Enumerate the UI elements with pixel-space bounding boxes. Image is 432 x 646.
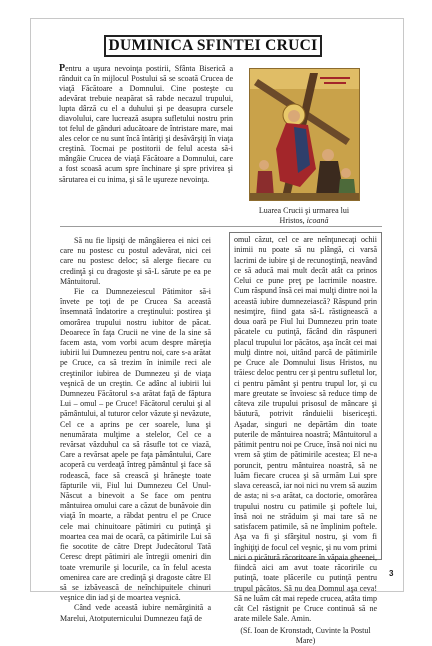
left-paragraph-1: Să nu fie lipsiţi de mângâierea ei nici cei care nu postesc cu postul adevărat, nici cei care nu postesc deloc; să alerge fiecare cu credinţă şi cu dragoste şi să-L sărute pe ea pe Mântuitorul. [60, 236, 211, 287]
caption-line2-plain: Hristos, [280, 216, 307, 225]
left-paragraph-3: Când vede această iubire nemărginită a Marelui, Atotputernicului Dumnezeu faţă de [60, 603, 211, 623]
intro-body: entru a uşura nevoinţa postirii, Sfânta Biserică a rânduit ca în mijlocul Postului să se scoată Crucea de viaţă Făcătoare a Domnului. Cine posteşte cu adevărat trebuie neapărat să rabde necazul trupului, lupta dârză cu el a duhului şi pe deasupra cursele diavolului, care lucrează asupra sufletului nostru prin tot felul de gânduri aducătoare de întristare mare, mai ales celor ce nu sunt încă întăriţi şi desăvârşiţi în viaţa creştină. Tocmai pe postitorii de felul acesta să-i mângâie Crucea de viaţă Făcătoare a Domnului, care a fost scoasă acum spre închinare şi spre privirea şi sărutarea ei cu inima, şi să le uşureze nevoinţa. [59, 64, 233, 184]
caption-line2-italic: icoană [307, 216, 329, 225]
intro-dropcap: P [59, 63, 65, 74]
right-column-text: omul căzut, cel ce are neînţunecaţi ochii inimii nu poate să nu plângă, ci varsă lacrimi de iubire şi de recunoştinţă, neavând ce să aducă mai mult decât atât ca prinos Celui ce pune preţ pe lacrimile noastre. Cum răspund însă cei mai mulţi dintre noi la această iubire dumnezeiască? Răspund prin nesimţire, fiind gata să-L răstignească a doua oară pe Fiul lui Dumnezeu prin toate păcatele cu putinţă, făcând din răspuneri placul trupului lor păcătos, aşa încât cei mai mulţi dintre noi, uitând parcă de pătimirile pe Cruce ale Domnului Iisus Hristos, nu trăiesc deloc pentru cer şi pentru sufletul lor, ci pentru pământ şi pentru trupul lor, şi cu mare greutate se învoiesc să reduce timp de câteva zile trupului prisosul de mâncare şi băutură, potrivit rânduielii bisericeşti. Aşadar, singuri ne depărtăm din toate puterile de mântuirea noastră; Mântuitorul a pătimit pentru noi pe Cruce, însă noi nici nu vrem să ştim de pătimirile acestea; El ne-a poruncit, pentru mântuirea noastră, să ne luăm fiecare crucea şi să urmăm Lui spre slava cerească, iar noi nici nu vrem să auzim de asta; ni s-a arătat, ca doctorie, omorârea trupului nostru cu patimile şi poftele lui, însă noi ne străduim şi mai tare să ne satisfacem patimile, să ne împlinim poftele. Aşa va fi şi sfârşitul nostru, şi vom fi înghiţiţi de focul cel veşnic, şi nu vom primi nici o picătură răcoritoare în văpaia gheenei, fiindcă aici am avut toate răcoririle cu putinţă, toate plăcerile cu putinţă pentru trupul păcătos. Să nu dea Domnul aşa ceva! Să ne luăm cât mai repede crucea, atâta timp cât Cel răstignit pe Cruce continuă să ne arate milele Sale. Amin. [234, 235, 377, 625]
section-divider [60, 226, 382, 227]
left-column [60, 236, 211, 624]
left-paragraph-2: Fie ca Dumnezeiescul Pătimitor să-i învete pe toţi de pe Crucea Sa această însemnată îndatorire a creştinului: postirea şi omorârea trupului nostru iubitor de păcat. Deoarece în faţa Crucii ne vine de la sine să facem asta, vom vorbi acum despre măreţia iubirii lui Dumnezeu pentru noi, care s-a arătat pe Cruce, ca să trezim în inimile reci ale creştinilor iubirea de Dumnezeu şi de viaţa veşnică de un creştin. Ce adânc al iubirii lui Dumnezeu Făcătorul s-a arătat faţă de făptura Lui – omul – pe Cruce! Făcătorul cerului şi al pământului, al tuturor celor văzute şi nevăzute, Cel ce a aprins pe cer soarele, luna şi nenumărata mulţime a stelelor, Cel ce a revărsat văzduhul ca să răsufle tot ce viază, Care a revărsat apele pe faţa pământului, Care acoperă cu verdeaţă întreg pământul şi face să rodească, face să crească şi hrăneşte toate făpturile vii, Fiul lui Dumnezeu Cel Unul-Născut a binevoit a Se face om pentru mântuirea omului care a căzut de bunăvoie din viaţă în moarte, a răbdat pentru el pe Cruce cele mai chinuitoare pătimiri cu putinţă şi moartea cea mai de ocară, ca pătimirile Lui să fie socotite de către Drept Judecătorul Tată Ceresc drept pătimiri ale întregii omeniri din toate vremurile şi locurile, ca în felul acesta omenirea care are credinţă şi dragoste către El să se izbăvească de neînchipuitele chinuri veşnice din iad şi de moartea veşnică. [60, 287, 211, 603]
caption-line1: Luarea Crucii şi urmarea lui [238, 206, 370, 216]
intro-paragraph [59, 64, 233, 185]
signature [234, 626, 377, 646]
christ-carrying-cross-icon [249, 68, 360, 201]
page-title: DUMINICA SFINTEI CRUCI [104, 35, 322, 57]
signature-line2: Mare) [234, 636, 377, 646]
signature-line1: (Sf. Ioan de Kronstadt, Cuvinte la Postul [234, 626, 377, 636]
icon-caption [238, 206, 370, 226]
right-column-box [229, 232, 382, 560]
caption-line2 [238, 216, 370, 226]
page-number: 3 [389, 569, 393, 578]
